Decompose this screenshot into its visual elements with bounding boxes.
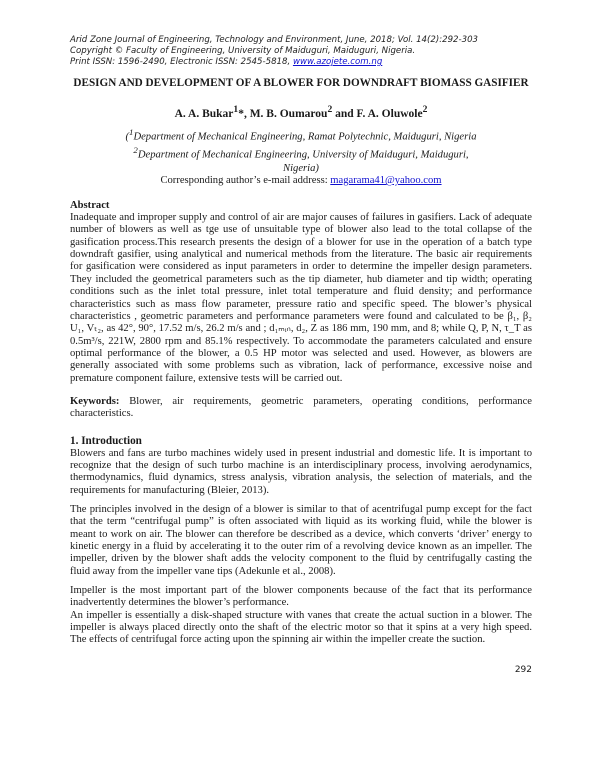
introduction-section xyxy=(70,435,532,647)
introduction-heading: 1. Introduction xyxy=(70,434,142,447)
copyright-line: Copyright © Faculty of Engineering, University of Maiduguri, Maiduguri, Nigeria. xyxy=(70,46,416,56)
author-3-affil: 2 xyxy=(422,103,428,115)
author-2-affil: 2 xyxy=(327,103,333,115)
paren-close: ) xyxy=(315,162,319,174)
intro-paragraph-3: Impeller is the most important part of the blower components because of the fact that its performance inadvertently determines the blower’s performance. xyxy=(70,585,532,609)
author-list xyxy=(70,103,532,121)
email-link[interactable]: magarama41@yahoo.com xyxy=(330,175,442,187)
abstract-text: Inadequate and improper supply and control of air are major causes of failures in gasifiers. Lack of adequate number of blowers as well as tge use of unsuitable type of blower also lead to the total collapse of the gasification process.This research presents the design of a blower for use in the operation of a batch type downdraft gasifier, using analytical and numerical methods from the literature. The basic air requirements for gasification were considered as input parameters in order to determine the impeller design parameters. They included the geometrical parameters such as the tip diameter, hub diameter and tip width; operating conditions such as the inlet total pressure, inlet total temperature and fluid density; and performance characteristics such as mass flow parameter, pressure ratio and specific speed. The blower’s physical characteristics , geometric parameters and performance parameters were found and calculated to be β₁, β₂ U₁, Vₜ₂, as 42°, 90°, 17.52 m/s, 26.2 m/s and ; d₁ₘᵢₙ, d₂, Z as 186 mm, 190 mm, and 8; while Q, P, N, τ_T as 0.5m³/s, 221W, 2800 rpm and 85.1% respectively. To accommodate the parameters calculated and ensure optimal performance of the blower, a 0.5 HP motor was selected and used. However, as blowers are generally associated with some problems such as vibration, lack of performance, excessive noise and premature component failure, extensive tests will be carried out. xyxy=(70,212,532,384)
affil-1-sup: 1 xyxy=(129,127,134,138)
email-label: Corresponding author’s e-mail address: xyxy=(160,175,331,187)
abstract-section xyxy=(70,200,532,385)
affiliations xyxy=(70,126,532,175)
abstract-heading: Abstract xyxy=(70,199,110,211)
affiliation-1 xyxy=(70,126,532,144)
intro-paragraph-2: The principles involved in the design of a blower is similar to that of acentrifugal pump except for the fact that the term “centrifugal pump” is often associated with liquid as its working fluid, while the blower is meant to work on air. The blower can therefore be described as a device, which converts ‘driver’ energy to kinetic energy in a fluid by accelerating it to the outer rim of a revolving device known as an impeller. The impeller, driven by the blower shaft adds the velocity component to the fluid by centrifugally casting the fluid away from the impeller vane tips (Adekunle et al., 2008). xyxy=(70,503,532,577)
issn-line xyxy=(70,57,532,68)
author-1-affil: 1 xyxy=(233,103,239,115)
keywords-text: Blower, air requirements, geometric parameters, operating conditions, performance characteristics. xyxy=(70,395,532,420)
affil-2-text: Department of Mechanical Engineering, University of Maiduguri, Maiduguri, Nigeria xyxy=(137,149,469,174)
paren-open: ( xyxy=(125,131,130,143)
author-1: A. A. Bukar xyxy=(174,107,234,120)
journal-url-link[interactable]: www.azojete.com.ng xyxy=(292,57,383,67)
intro-paragraph-4: An impeller is essentially a disk-shaped structure with vanes that create the actual suction in a blower. The impeller is always placed directly onto the shaft of the electric motor so that it spins at a very high speed. The effects of centrifugal force acting upon the spinning air within the impeller create the suction. xyxy=(70,609,532,646)
intro-paragraph-1: Blowers and fans are turbo machines widely used in present industrial and domestic life. It is important to recognize that the design of such turbo machine is an interdisciplinary process, involving aerodynamics, thermodynamics, fluid dynamics, stress analysis, vibration analysis, the selection of materials, and the requirements for manufacturing (Bleier, 2013). xyxy=(70,447,532,496)
page-number: 292 xyxy=(514,664,532,675)
issn-text: Print ISSN: 1596-2490, Electronic ISSN: 2545-5818, xyxy=(70,57,293,67)
affiliation-2 xyxy=(70,144,532,175)
corresponding-email xyxy=(70,175,532,188)
journal-citation: Arid Zone Journal of Engineering, Technology and Environment, June, 2018; Vol. 14(2):292-303 xyxy=(70,35,479,45)
affil-1-text: Department of Mechanical Engineering, Ramat Polytechnic, Maiduguri, Nigeria xyxy=(133,131,477,143)
affil-2-sup: 2 xyxy=(133,145,138,156)
author-2: M. B. Oumarou xyxy=(249,107,328,120)
author-and: and xyxy=(332,107,357,120)
corresponding-mark: *, xyxy=(238,107,250,120)
keywords-label: Keywords: xyxy=(70,395,120,407)
keywords xyxy=(70,396,532,421)
paper-title: DESIGN AND DEVELOPMENT OF A BLOWER FOR DOWNDRAFT BIOMASS GASIFIER xyxy=(73,77,529,89)
author-3: F. A. Oluwole xyxy=(356,107,423,120)
